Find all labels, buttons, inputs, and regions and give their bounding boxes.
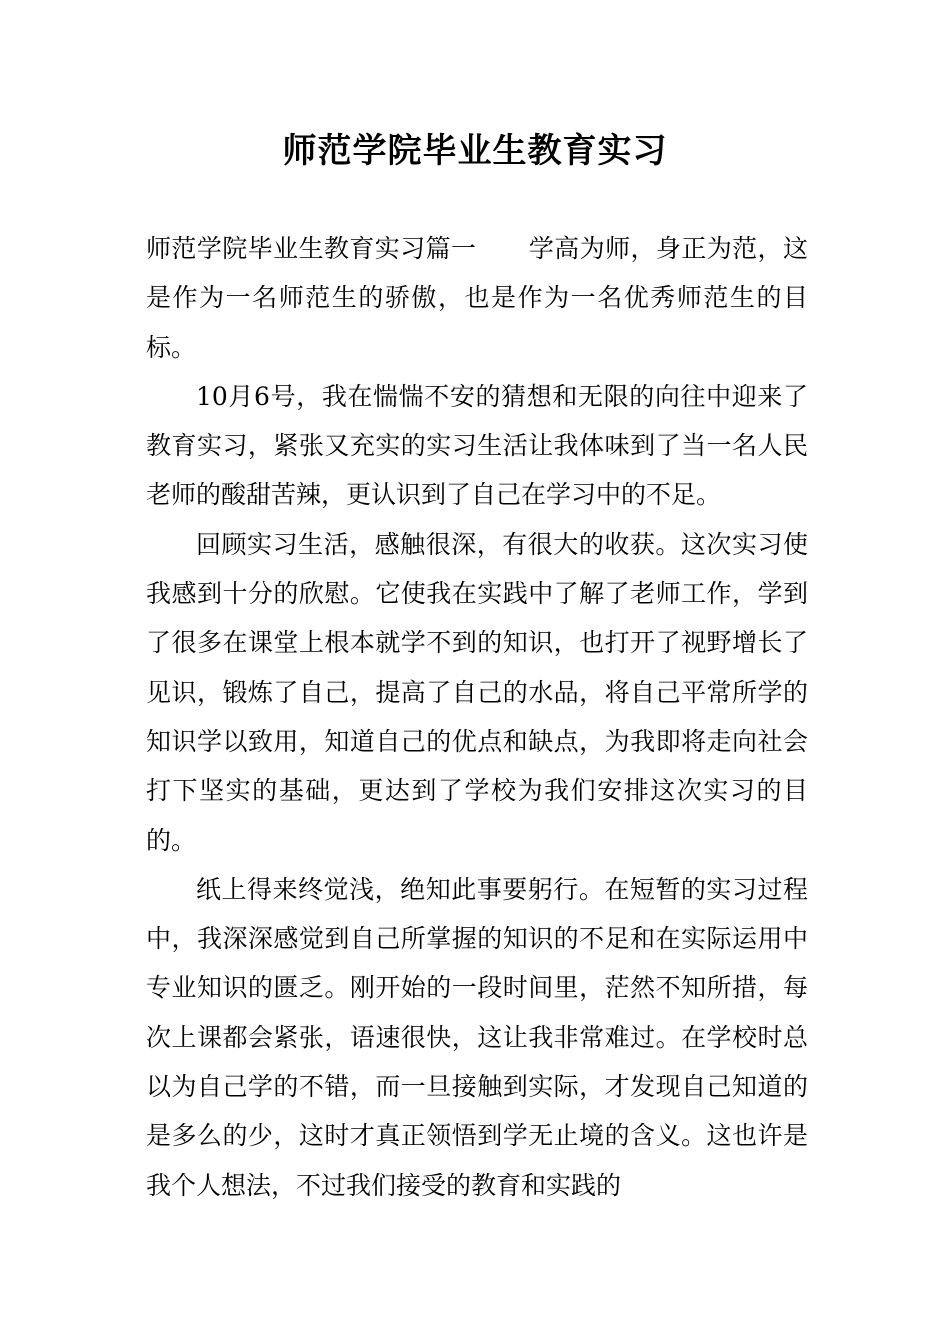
paragraph-3: 回顾实习生活，感触很深，有很大的收获。这次实习使我感到十分的欣慰。它使我在实践中了解了老师工作，学到了很多在课堂上根本就学不到的知识，也打开了视野增长了见识，锻炼了自己，提高了自己的水品，将自己平常所学的知识学以致用，知道自己的优点和缺点，为我即将走向社会打下坚实的基础，更达到了学校为我们安排这次实习的目的。 — [146, 529, 808, 855]
document-body — [146, 224, 808, 1210]
paragraph-4: 纸上得来终觉浅，绝知此事要躬行。在短暂的实习过程中，我深深感觉到自己所掌握的知识的不足和在实际运用中专业知识的匮乏。刚开始的一段时间里，茫然不知所措，每次上课都会紧张，语速很快，这让我非常难过。在学校时总以为自己学的不错，而一旦接触到实际，才发现自己知道的是多么的少，这时才真正领悟到学无止境的含义。这也许是我个人想法，不过我们接受的教育和实践的 — [146, 874, 808, 1200]
paragraph-1 — [146, 224, 808, 372]
section-heading: 师范学院毕业生教育实习篇一 — [146, 234, 477, 263]
document-title: 师范学院毕业生教育实习 — [282, 131, 668, 171]
paragraph-2: 10月6号，我在惴惴不安的猜想和无限的向往中迎来了教育实习，紧张又充实的实习生活让我体味到了当一名人民老师的酸甜苦辣，更认识到了自己在学习中的不足。 — [146, 381, 808, 510]
paragraph-1-text: 学高为师，身正为范，这是作为一名师范生的骄傲，也是作为一名优秀师范生的目标。 — [146, 234, 808, 362]
